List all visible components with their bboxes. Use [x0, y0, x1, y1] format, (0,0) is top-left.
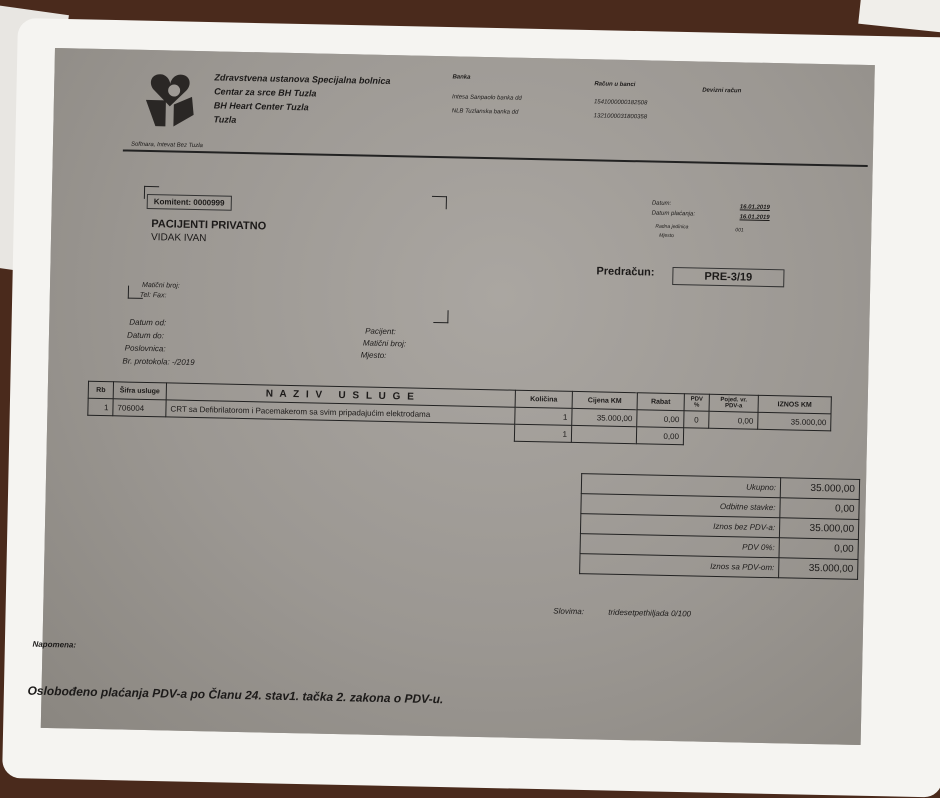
deductions-label: Odbitne stavke:: [581, 494, 780, 518]
services-table: [87, 381, 832, 449]
background-paper-corner: [858, 0, 940, 36]
account-1: 1541000000182508: [593, 99, 648, 107]
payment-date-value: 16.01.2019: [739, 214, 770, 222]
cell-cijena: 35.000,00: [572, 408, 637, 426]
date-from-label: Datum od:: [129, 317, 167, 328]
deductions-value: 0,00: [780, 498, 859, 520]
unit-value: 001: [735, 227, 744, 234]
invoice-document: [27, 48, 875, 745]
patient-label: Pacijent:: [365, 326, 396, 337]
cell-pojed-pdv: 0,00: [709, 411, 758, 429]
gross-amount-label: Iznos sa PDV-om:: [580, 554, 779, 578]
org-city: Tuzla: [213, 114, 237, 125]
col-pdv: PDV %: [684, 394, 709, 412]
client-name: PACIJENTI PRIVATNO: [151, 218, 267, 233]
account-header: Račun u banci: [594, 81, 636, 89]
net-amount-label: Iznos bez PDV-a:: [580, 514, 779, 538]
date-value: 16.01.2019: [739, 204, 770, 212]
komitent-box: Komitent: 0000999: [147, 194, 232, 211]
patient-id-label: Matični broj:: [362, 338, 407, 349]
corner-mark: [432, 196, 447, 209]
col-cijena: Cijena KM: [572, 391, 637, 409]
note-label: Napomena:: [32, 639, 77, 650]
client-tel: Tel: Fax:: [139, 291, 167, 300]
net-amount-value: 35.000,00: [779, 518, 858, 540]
account-2: 1321000031800358: [593, 113, 648, 121]
sum-rabat: 0,00: [636, 427, 683, 445]
cell-naziv: CRT sa Defibrilatorom i Pacemakerom sa svim pripadajućim elektrodama: [166, 400, 515, 424]
cell-pdv: 0: [684, 411, 709, 429]
heart-logo-icon: [143, 70, 196, 131]
foreign-account-header: Devizni račun: [702, 87, 742, 95]
gross-amount-value: 35.000,00: [779, 558, 858, 580]
org-name-line3: BH Heart Center Tuzla: [213, 100, 309, 113]
col-rb: Rb: [88, 381, 113, 399]
predracun-number: PRE-3/19: [672, 267, 784, 287]
vat-label: PDV 0%:: [580, 534, 779, 558]
vat-exemption-note: Oslobođeno plaćanja PDV-a po Članu 24. stav1. tačka 2. zakona o PDV-u.: [27, 683, 444, 707]
col-rabat: Rabat: [637, 393, 684, 411]
in-words-label: Slovima:: [553, 606, 585, 617]
totals-table: [579, 473, 860, 580]
org-name-line1: Zdravstvena ustanova Specijalna bolnica: [214, 72, 391, 87]
payment-date-label: Datum plaćanja:: [651, 210, 696, 218]
client-person: VIDAK IVAN: [150, 232, 207, 245]
corner-mark: [433, 310, 448, 323]
col-sifra: Šifra usluge: [113, 382, 166, 400]
sum-kolicina: 1: [514, 424, 571, 442]
unit-label: Radna jedinica: [655, 223, 689, 231]
client-maticni: Matični broj:: [141, 281, 180, 290]
predracun-label: Predračun:: [596, 265, 655, 279]
in-words-value: tridesetpethiljada 0/100: [608, 607, 692, 619]
vat-value: 0,00: [779, 538, 858, 560]
patient-place-label: Mjesto:: [360, 350, 387, 361]
col-naziv: N A Z I V U S L U G E: [166, 383, 515, 407]
col-kolicina: Količina: [515, 390, 572, 408]
bank-row2: NLB Tuzlanska banka dd: [451, 108, 519, 116]
date-label: Datum:: [651, 200, 672, 207]
total-value: 35.000,00: [780, 478, 859, 500]
org-name-line2: Centar za srce BH Tuzla: [214, 86, 317, 99]
branch-label: Poslovnica:: [124, 343, 166, 354]
bank-header: Banka: [452, 74, 471, 81]
col-iznos: IZNOS KM: [758, 395, 831, 414]
cell-rabat: 0,00: [637, 410, 684, 428]
cell-rb: 1: [88, 398, 113, 416]
protocol-label: Br. protokola: -/2019: [122, 356, 195, 367]
cell-sifra: 706004: [113, 399, 166, 417]
place-label: Mjesto: [659, 232, 674, 240]
header-divider: [123, 149, 868, 167]
total-label: Ukupno:: [581, 474, 780, 498]
date-to-label: Datum do:: [126, 330, 164, 341]
cell-kolicina: 1: [515, 407, 572, 425]
col-pojed-pdv: Pojed. vr. PDV-a: [709, 394, 758, 412]
bank-row1: Intesa Sanpaolo banka dd: [451, 94, 522, 102]
cell-iznos: 35.000,00: [758, 412, 831, 431]
org-subline: Softnara, Intevat Bez Tuzla: [130, 141, 203, 150]
